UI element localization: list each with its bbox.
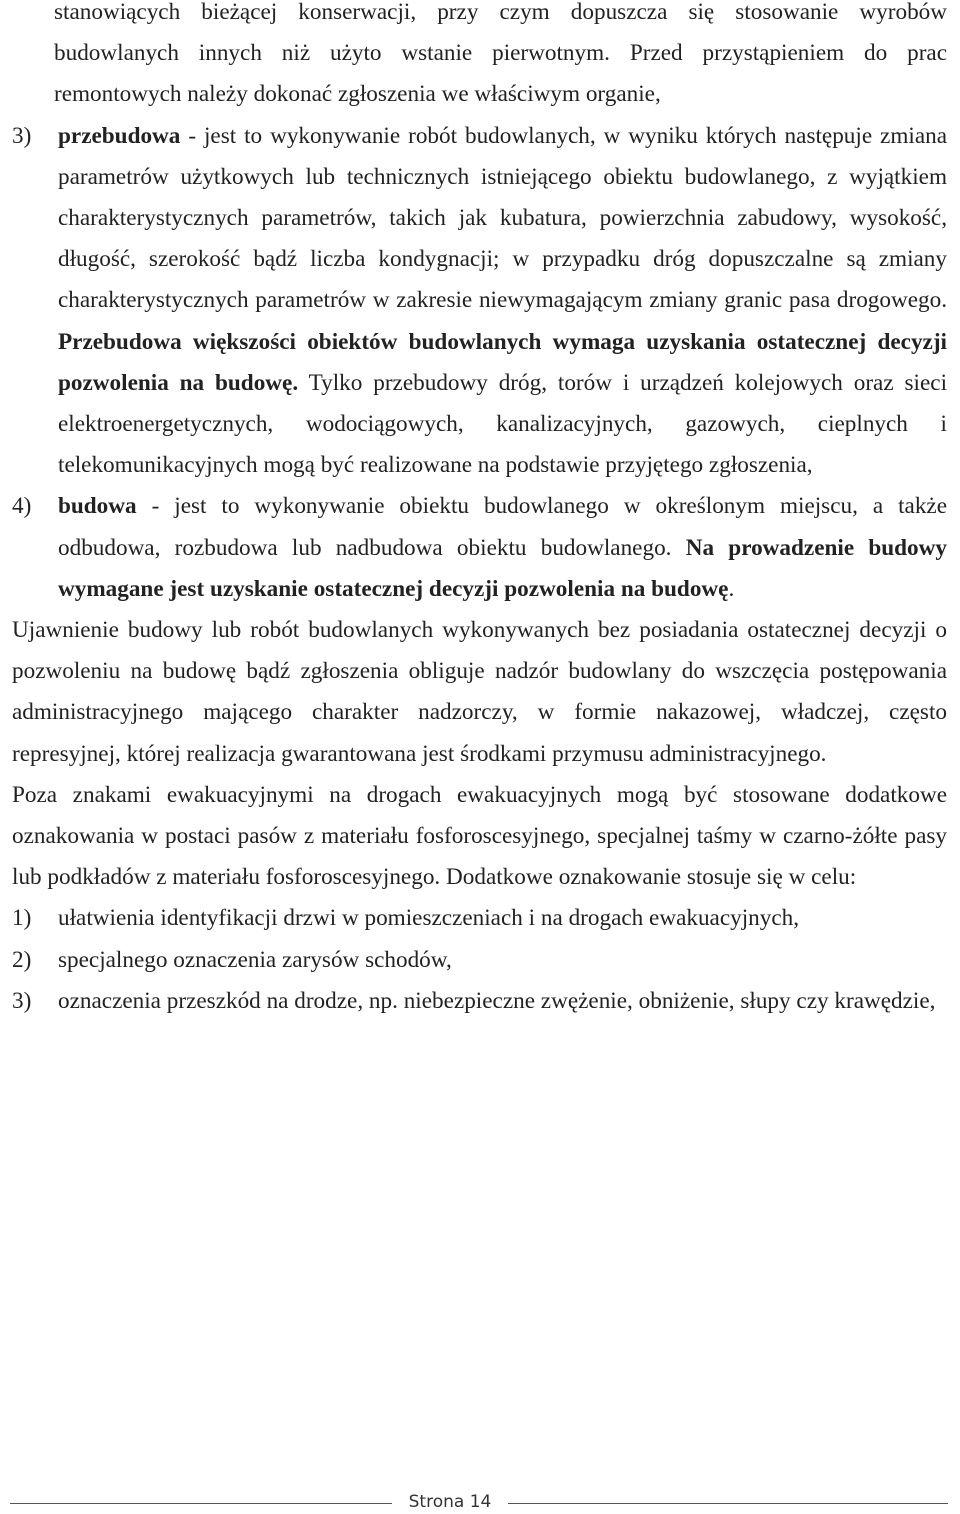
defined-term: budowa [58,493,137,520]
definition-tail: Tylko przebudowy dróg, torów i urządzeń kolejowych oraz sieci elektroenergetycznych, wodociągowych, kanalizacyjnych, gazowych, cieplnych i telekomunikacyjnych mogą być realizowane na podstawie przyjętego zgłoszenia, [58,369,948,479]
definition-text: - jest to wykonywanie obiektu budowlanego w określonym miejscu, a także odbudowa, rozbudowa lub nadbudowa obiektu budowlanego. [58,493,947,561]
list-item-text: specjalnego oznaczenia zarysów schodów, [58,946,452,973]
definition-text: - jest to wykonywanie robót budowlanych, w wyniku których następuje zmiana parametrów użytkowych lub technicznych istniejącego obiektu budowlanego, z wyjątkiem charakterystycznych parametrów, takich jak kubatura, powierzchnia zabudowy, wysokość, długość, szerokość bądź liczba kondygnacji; w przypadku dróg dopuszczalne są zmiany charakterystycznych parametrów w zakresie niewymagającym zmiany granic pasa drogowego. [58,122,947,314]
defined-term: przebudowa [58,122,181,149]
page-number: Strona 14 [408,1492,492,1512]
paragraph-oznakowanie [12,775,947,899]
list-item [12,940,947,981]
list-item [12,981,947,1022]
list-item-budowa [12,486,947,610]
list-item [12,898,947,939]
list-item-text: oznaczenia przeszkód na drodze, np. niebezpieczne zwężenie, obniżenie, słupy czy krawędzie, [58,987,936,1014]
emphasis-text: Przebudowa większości obiektów budowlanych wymaga uzyskania ostatecznej decyzji pozwolenia na budowę. [58,328,947,396]
emphasis-text: Na prowadzenie budowy wymagane jest uzyskanie ostatecznej decyzji pozwolenia na budowę [58,534,947,602]
list-number: 2) [12,946,32,973]
footer-rule-left [10,1503,392,1504]
page-footer [0,1489,960,1513]
definition-tail: . [728,575,735,602]
paragraph-text: Poza znakami ewakuacyjnymi na drogach ewakuacyjnych mogą być stosowane dodatkowe oznakowania w postaci pasów z materiału fosforoscesyjnego, specjalnej taśmy w czarno-żółte pasy lub podkładów z materiału fosforoscesyjnego. Dodatkowe oznakowanie stosuje się w celu: [12,781,947,891]
list-item-text: ułatwienia identyfikacji drzwi w pomieszczeniach i na drogach ewakuacyjnych, [58,905,800,932]
paragraph-ujawnienie [12,610,947,775]
paragraph-text: stanowiących bieżącej konserwacji, przy czym dopuszcza się stosowanie wyrobów budowlanych innych niż użyto wstanie pierwotnym. Przed przystąpieniem do prac remontowych należy dokonać zgłoszenia we właściwym organie, [54,0,947,108]
paragraph-text: Ujawnienie budowy lub robót budowlanych wykonywanych bez posiadania ostatecznej decyzji o pozwoleniu na budowę bądź zgłoszenia obliguje nadzór budowlany do wszczęcia postępowania administracyjnego mającego charakter nadzorczy, w formie nakazowej, władczej, często represyjnej, której realizacja gwarantowana jest środkami przymusu administracyjnego. [12,617,947,767]
list-number: 1) [12,905,32,932]
footer-rule-right [508,1503,948,1504]
list-number: 4) [12,493,32,520]
list-number: 3) [12,987,32,1014]
list-number: 3) [12,122,32,149]
paragraph-continuation [12,0,947,116]
list-item-przebudowa [12,116,947,487]
document-body [12,0,947,1022]
